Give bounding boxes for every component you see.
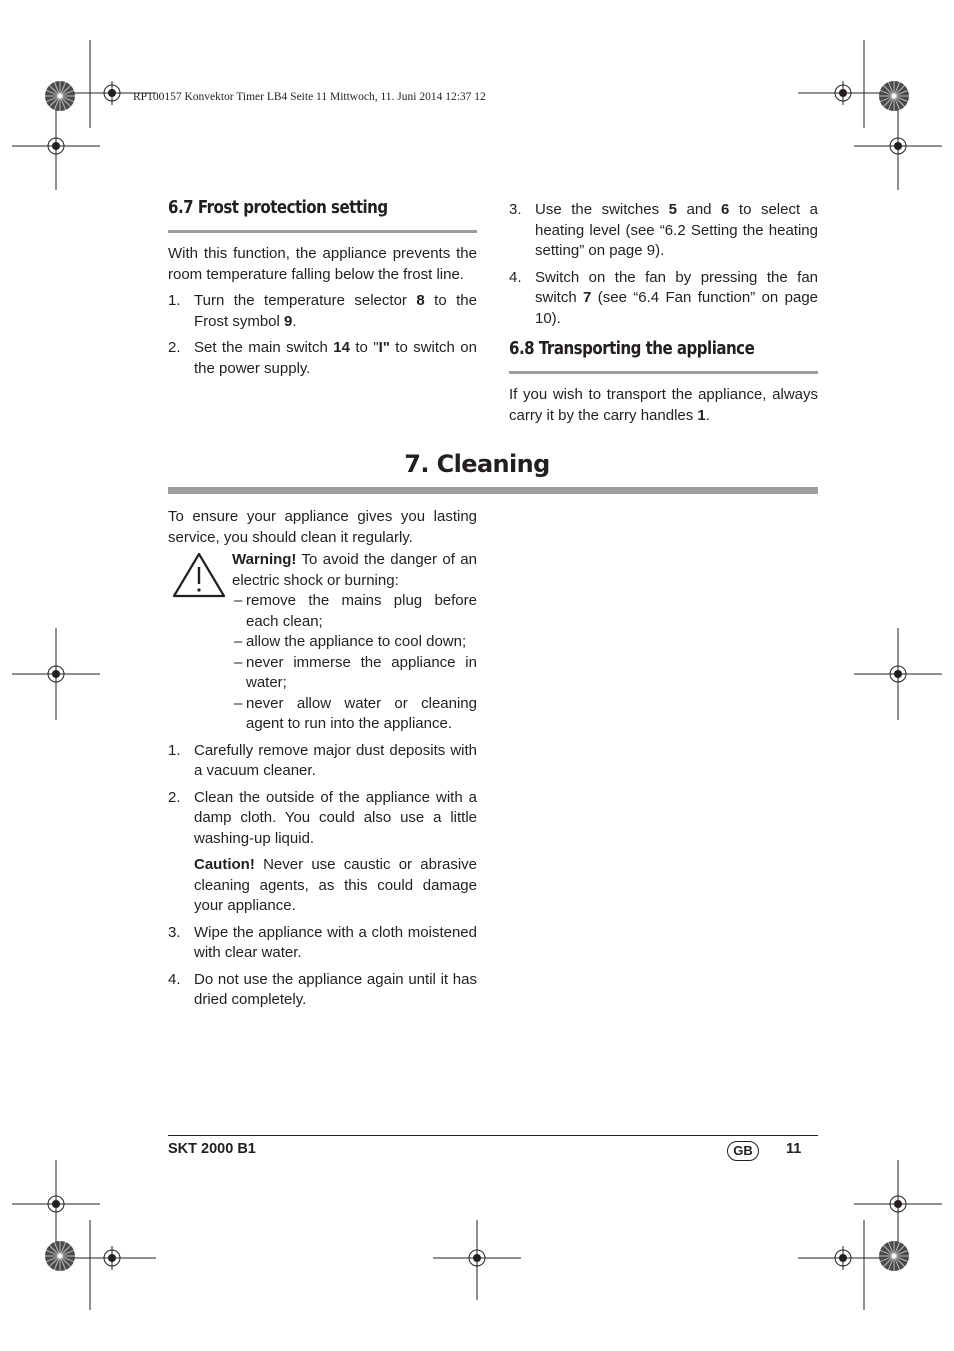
section-6-8-body: If you wish to transport the appliance, always carry it by the carry handles 1. xyxy=(509,386,818,424)
list-item: 3. Use the switches 5 and 6 to select a heating level (see “6.2 Setting the heating setting” on page 9). xyxy=(509,201,818,259)
steps-list xyxy=(168,291,477,379)
list-item: 1. Carefully remove major dust deposits with a vacuum cleaner. xyxy=(168,741,477,779)
list-item: 4. Switch on the fan by pressing the fan switch 7 (see “6.4 Fan function” on page 10). xyxy=(509,268,819,327)
section-rule xyxy=(509,371,818,374)
chapter-rule xyxy=(168,487,818,494)
section-6-8 xyxy=(509,339,818,359)
list-item: 3. Wipe the appliance with a cloth moistened with clear water. xyxy=(168,923,477,961)
chapter-title: 7. Cleaning xyxy=(404,450,550,478)
section-title: 6.8 Transporting the appliance xyxy=(509,339,755,359)
intro-paragraph: With this function, the appliance prevents the room temperature falling below the frost line. xyxy=(168,245,477,283)
caution-note: Caution! Never use caustic or abrasive cleaning agents, as this could damage your appliance. xyxy=(194,856,477,914)
country-badge: GB xyxy=(727,1141,759,1161)
list-item: 2. Set the main switch 14 to "I" to switch on the power supply. xyxy=(168,339,477,377)
page-number: 11 xyxy=(786,1141,802,1157)
list-item: 2. Clean the outside of the appliance with a damp cloth. You could also use a little washing-up liquid. Caution! Never use caustic or abrasive cleaning agents, as this could damage your appliance. xyxy=(168,788,477,917)
steps-list xyxy=(509,200,818,329)
list-item: 4. Do not use the appliance again until it has dried completely. xyxy=(168,970,477,1008)
list-item: – never immerse the appliance in water; xyxy=(234,653,477,691)
list-item: – remove the mains plug before each clean; xyxy=(234,592,477,630)
warning-list xyxy=(232,591,477,735)
warning-block xyxy=(168,550,477,735)
warning-triangle-icon xyxy=(170,550,228,600)
list-item: – allow the appliance to cool down; xyxy=(234,633,467,650)
chapter-7-body xyxy=(168,507,477,1017)
list-item: 1. Turn the temperature selector 8 to the Frost symbol 9. xyxy=(168,292,477,330)
section-6-7-continued xyxy=(509,200,818,335)
section-6-7 xyxy=(168,198,477,218)
list-item: – never allow water or cleaning agent to run into the appliance. xyxy=(234,694,477,732)
section-6-7-body xyxy=(168,244,477,385)
footer-model: SKT 2000 B1 xyxy=(168,1141,256,1157)
footer-rule xyxy=(168,1135,818,1136)
section-rule xyxy=(168,230,477,233)
cleaning-steps-list xyxy=(168,741,477,1011)
print-proof-line: RP100157 Konvektor Timer LB4 Seite 11 Mittwoch, 11. Juni 2014 12:37 12 xyxy=(133,91,486,103)
section-title: 6.7 Frost protection setting xyxy=(168,198,388,218)
intro-paragraph: To ensure your appliance gives you lasting service, you should clean it regularly. xyxy=(168,508,477,546)
warning-text: Warning! To avoid the danger of an electric shock or burning: xyxy=(232,551,477,589)
